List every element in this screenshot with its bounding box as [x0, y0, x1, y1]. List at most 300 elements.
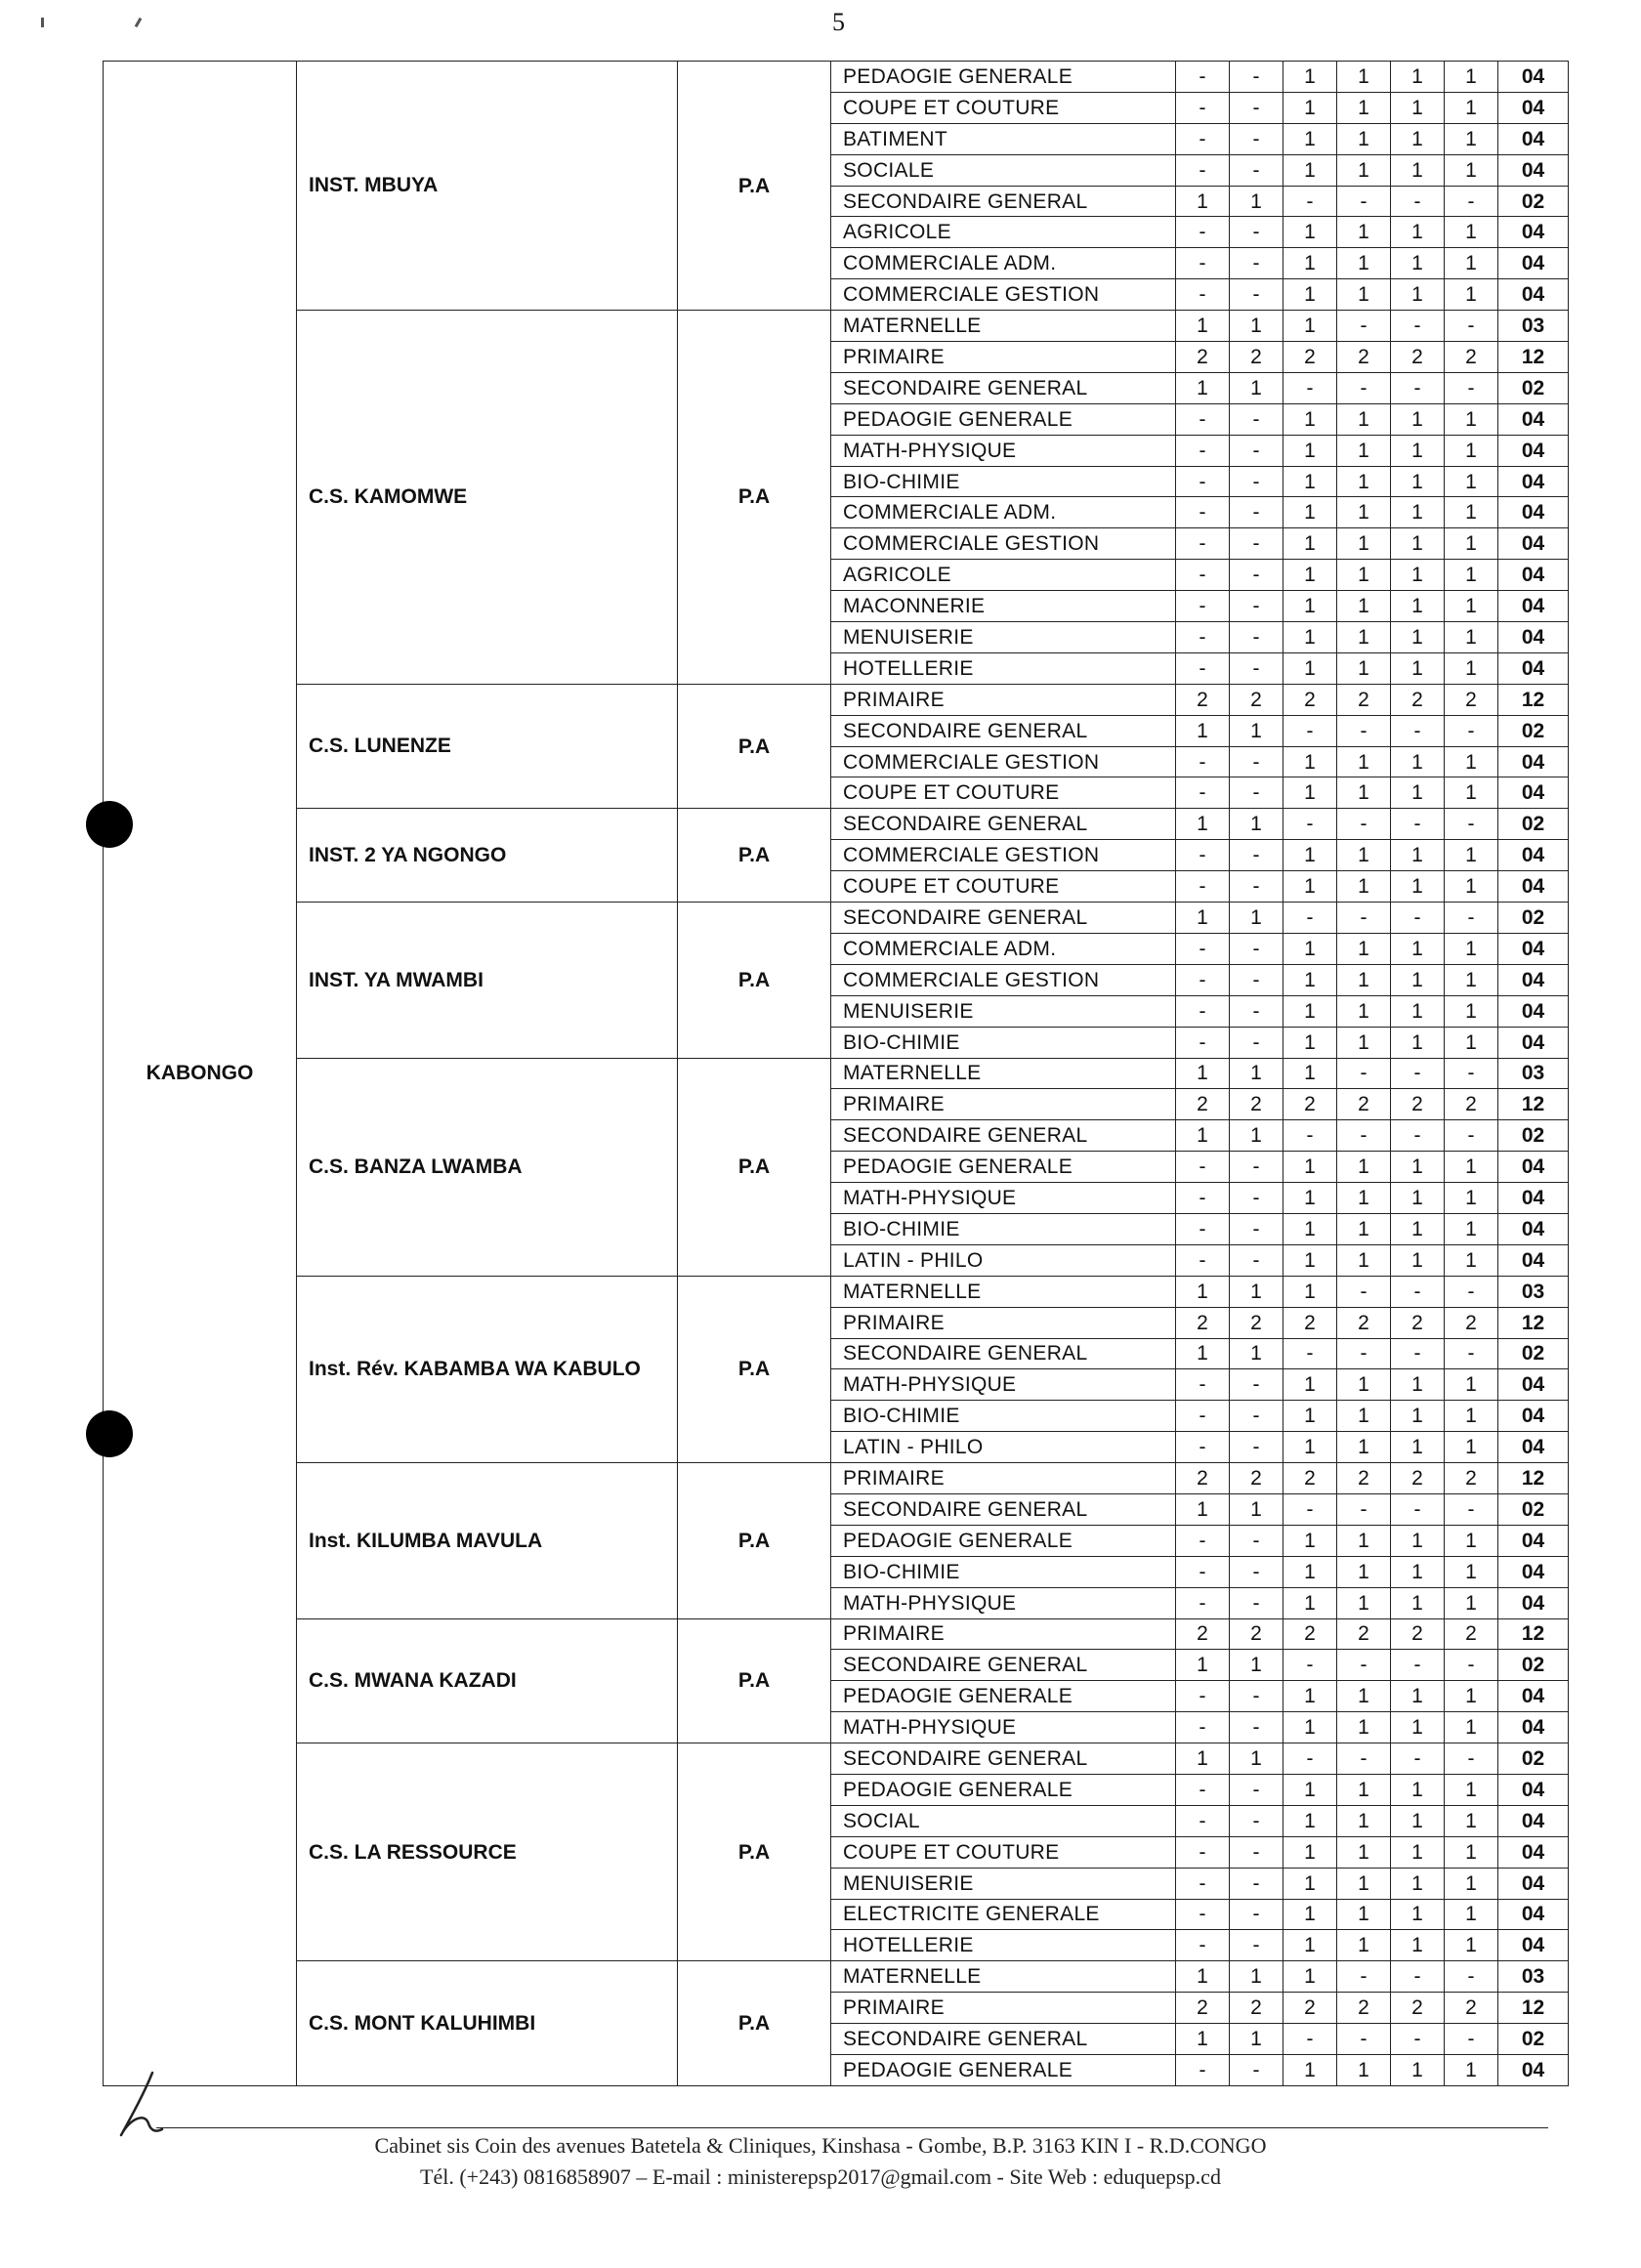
- class-count: 1: [1337, 1712, 1391, 1743]
- class-count: -: [1283, 186, 1337, 217]
- section-name: PRIMAIRE: [831, 1993, 1176, 2024]
- section-total: 02: [1498, 809, 1569, 840]
- section-total: 04: [1498, 995, 1569, 1027]
- class-count: -: [1391, 1961, 1445, 1993]
- class-count: 1: [1337, 1027, 1391, 1058]
- class-count: 1: [1283, 1868, 1337, 1899]
- class-count: -: [1176, 1805, 1230, 1836]
- class-count: 1: [1337, 746, 1391, 777]
- section-total: 04: [1498, 777, 1569, 809]
- class-count: -: [1283, 1120, 1337, 1152]
- class-count: 1: [1391, 497, 1445, 528]
- section-total: 04: [1498, 1525, 1569, 1556]
- class-count: -: [1176, 1587, 1230, 1618]
- class-count: 1: [1391, 622, 1445, 653]
- class-count: 1: [1176, 715, 1230, 746]
- class-count: -: [1176, 154, 1230, 186]
- province-name: KABONGO: [104, 62, 297, 2086]
- table-row: [104, 1463, 1569, 1494]
- class-count: 1: [1391, 746, 1445, 777]
- section-name: COMMERCIALE ADM.: [831, 497, 1176, 528]
- class-count: 1: [1230, 372, 1283, 403]
- section-name: SECONDAIRE GENERAL: [831, 1650, 1176, 1681]
- section-name: MATERNELLE: [831, 311, 1176, 342]
- class-count: 1: [1230, 903, 1283, 934]
- section-total: 04: [1498, 746, 1569, 777]
- class-count: 1: [1445, 1213, 1498, 1244]
- class-count: 1: [1391, 1027, 1445, 1058]
- class-count: 1: [1283, 777, 1337, 809]
- class-count: -: [1230, 746, 1283, 777]
- section-total: 12: [1498, 1463, 1569, 1494]
- class-count: 2: [1337, 1089, 1391, 1120]
- class-count: 1: [1176, 1338, 1230, 1369]
- section-name: MATH-PHYSIQUE: [831, 1587, 1176, 1618]
- class-count: -: [1230, 1152, 1283, 1183]
- class-count: -: [1445, 311, 1498, 342]
- class-count: -: [1337, 1058, 1391, 1089]
- class-count: 1: [1445, 1027, 1498, 1058]
- section-name: MATH-PHYSIQUE: [831, 1712, 1176, 1743]
- class-count: 1: [1391, 248, 1445, 279]
- section-name: PEDAOGIE GENERALE: [831, 1525, 1176, 1556]
- class-count: -: [1283, 1650, 1337, 1681]
- class-count: 1: [1445, 2055, 1498, 2086]
- class-count: -: [1176, 92, 1230, 123]
- class-count: 1: [1391, 403, 1445, 435]
- section-name: LATIN - PHILO: [831, 1432, 1176, 1463]
- class-count: -: [1176, 1836, 1230, 1868]
- class-count: -: [1176, 435, 1230, 466]
- class-count: -: [1176, 964, 1230, 995]
- section-total: 04: [1498, 652, 1569, 684]
- class-count: -: [1176, 560, 1230, 591]
- class-count: 1: [1283, 403, 1337, 435]
- class-count: 1: [1230, 1493, 1283, 1525]
- section-total: 04: [1498, 154, 1569, 186]
- class-count: 1: [1445, 622, 1498, 653]
- class-count: 1: [1391, 1868, 1445, 1899]
- class-count: -: [1176, 528, 1230, 560]
- section-total: 04: [1498, 1899, 1569, 1930]
- class-count: 1: [1283, 1213, 1337, 1244]
- class-count: 1: [1337, 528, 1391, 560]
- section-name: PEDAOGIE GENERALE: [831, 1681, 1176, 1712]
- section-name: MATERNELLE: [831, 1961, 1176, 1993]
- class-count: 1: [1283, 1183, 1337, 1214]
- class-count: -: [1337, 1276, 1391, 1307]
- class-count: -: [1337, 903, 1391, 934]
- class-count: 1: [1283, 622, 1337, 653]
- class-count: -: [1391, 1743, 1445, 1775]
- class-count: 1: [1283, 1681, 1337, 1712]
- class-count: 1: [1445, 1805, 1498, 1836]
- section-name: PRIMAIRE: [831, 342, 1176, 373]
- section-total: 12: [1498, 1089, 1569, 1120]
- class-count: 1: [1337, 1774, 1391, 1805]
- class-count: -: [1176, 1213, 1230, 1244]
- class-count: 1: [1337, 1681, 1391, 1712]
- section-total: 02: [1498, 1743, 1569, 1775]
- section-total: 04: [1498, 1244, 1569, 1276]
- table-row: [104, 809, 1569, 840]
- section-name: BIO-CHIMIE: [831, 466, 1176, 497]
- section-total: 04: [1498, 1930, 1569, 1961]
- section-name: MATERNELLE: [831, 1276, 1176, 1307]
- class-count: 2: [1337, 1993, 1391, 2024]
- class-count: -: [1230, 528, 1283, 560]
- class-count: -: [1445, 1493, 1498, 1525]
- class-count: 2: [1391, 1993, 1445, 2024]
- section-total: 03: [1498, 1276, 1569, 1307]
- section-total: 04: [1498, 1868, 1569, 1899]
- section-name: PRIMAIRE: [831, 1618, 1176, 1650]
- school-regime: P.A: [678, 1276, 831, 1462]
- class-count: -: [1176, 1556, 1230, 1587]
- school-name: C.S. LUNENZE: [297, 684, 678, 809]
- footer-contact: Tél. (+243) 0816858907 – E-mail : ministerepsp2017@gmail.com - Site Web : eduquepsp.cd: [420, 2164, 1221, 2189]
- class-count: 1: [1337, 652, 1391, 684]
- class-count: 2: [1283, 1993, 1337, 2024]
- class-count: 2: [1283, 1463, 1337, 1494]
- class-count: 1: [1337, 1587, 1391, 1618]
- section-total: 04: [1498, 933, 1569, 964]
- class-count: 1: [1176, 1961, 1230, 1993]
- class-count: 1: [1230, 1961, 1283, 1993]
- class-count: 1: [1445, 123, 1498, 154]
- table-row: [104, 311, 1569, 342]
- class-count: 1: [1391, 1712, 1445, 1743]
- class-count: 1: [1176, 1276, 1230, 1307]
- class-count: 1: [1230, 186, 1283, 217]
- class-count: 1: [1445, 1401, 1498, 1432]
- class-count: -: [1230, 1805, 1283, 1836]
- section-total: 04: [1498, 840, 1569, 871]
- section-name: BIO-CHIMIE: [831, 1027, 1176, 1058]
- school-name: C.S. MWANA KAZADI: [297, 1618, 678, 1743]
- class-count: 1: [1391, 2055, 1445, 2086]
- school-name: Inst. KILUMBA MAVULA: [297, 1463, 678, 1618]
- table-row: [104, 1743, 1569, 1775]
- class-count: 1: [1337, 1401, 1391, 1432]
- class-count: -: [1337, 1961, 1391, 1993]
- class-count: 1: [1445, 1899, 1498, 1930]
- class-count: 2: [1445, 1089, 1498, 1120]
- section-name: PEDAOGIE GENERALE: [831, 1152, 1176, 1183]
- section-total: 04: [1498, 1805, 1569, 1836]
- class-count: 1: [1445, 1556, 1498, 1587]
- class-count: 1: [1391, 1681, 1445, 1712]
- class-count: -: [1176, 1930, 1230, 1961]
- class-count: -: [1230, 1556, 1283, 1587]
- section-name: COMMERCIALE GESTION: [831, 964, 1176, 995]
- class-count: 1: [1445, 279, 1498, 311]
- class-count: -: [1176, 1774, 1230, 1805]
- class-count: 2: [1445, 1307, 1498, 1338]
- class-count: 1: [1283, 1930, 1337, 1961]
- class-count: -: [1230, 1868, 1283, 1899]
- class-count: 1: [1337, 435, 1391, 466]
- class-count: -: [1176, 403, 1230, 435]
- class-count: 1: [1391, 1899, 1445, 1930]
- class-count: 1: [1445, 62, 1498, 93]
- section-name: PEDAOGIE GENERALE: [831, 1774, 1176, 1805]
- section-name: COUPE ET COUTURE: [831, 871, 1176, 903]
- section-total: 02: [1498, 372, 1569, 403]
- class-count: 1: [1337, 933, 1391, 964]
- class-count: -: [1230, 92, 1283, 123]
- class-count: 1: [1283, 1774, 1337, 1805]
- section-total: 04: [1498, 1213, 1569, 1244]
- table-row: [104, 903, 1569, 934]
- class-count: 2: [1391, 684, 1445, 715]
- class-count: -: [1391, 372, 1445, 403]
- class-count: -: [1230, 1432, 1283, 1463]
- section-name: SECONDAIRE GENERAL: [831, 809, 1176, 840]
- class-count: -: [1391, 809, 1445, 840]
- class-count: -: [1391, 1338, 1445, 1369]
- class-count: 1: [1283, 466, 1337, 497]
- class-count: -: [1230, 871, 1283, 903]
- class-count: -: [1230, 62, 1283, 93]
- class-count: -: [1176, 1244, 1230, 1276]
- class-count: -: [1445, 1058, 1498, 1089]
- class-count: 2: [1283, 342, 1337, 373]
- class-count: 1: [1445, 1587, 1498, 1618]
- class-count: 2: [1391, 1089, 1445, 1120]
- table-row: [104, 1276, 1569, 1307]
- section-total: 03: [1498, 1961, 1569, 1993]
- class-count: 1: [1391, 435, 1445, 466]
- class-count: -: [1283, 903, 1337, 934]
- section-total: 04: [1498, 1432, 1569, 1463]
- section-total: 02: [1498, 1493, 1569, 1525]
- class-count: 1: [1283, 964, 1337, 995]
- class-count: -: [1176, 1432, 1230, 1463]
- section-name: MATH-PHYSIQUE: [831, 435, 1176, 466]
- class-count: 1: [1283, 1401, 1337, 1432]
- class-count: -: [1230, 248, 1283, 279]
- section-total: 02: [1498, 715, 1569, 746]
- class-count: 1: [1445, 1244, 1498, 1276]
- class-count: -: [1230, 1183, 1283, 1214]
- class-count: -: [1337, 311, 1391, 342]
- class-count: -: [1283, 1338, 1337, 1369]
- footer-rule: [156, 2127, 1548, 2128]
- class-count: 2: [1230, 1463, 1283, 1494]
- class-count: 1: [1230, 1650, 1283, 1681]
- class-count: -: [1445, 1961, 1498, 1993]
- class-count: 1: [1176, 1058, 1230, 1089]
- page-number: 5: [832, 8, 845, 36]
- school-regime: P.A: [678, 1961, 831, 2086]
- section-total: 02: [1498, 1338, 1569, 1369]
- class-count: 1: [1176, 1493, 1230, 1525]
- class-count: -: [1176, 1152, 1230, 1183]
- class-count: -: [1283, 1493, 1337, 1525]
- class-count: 2: [1337, 1463, 1391, 1494]
- class-count: 1: [1283, 154, 1337, 186]
- class-count: 2: [1176, 1089, 1230, 1120]
- school-regime: P.A: [678, 1058, 831, 1276]
- class-count: -: [1176, 1401, 1230, 1432]
- class-count: 1: [1230, 1338, 1283, 1369]
- section-name: HOTELLERIE: [831, 652, 1176, 684]
- section-total: 03: [1498, 311, 1569, 342]
- class-count: 1: [1337, 1899, 1391, 1930]
- class-count: 1: [1283, 1058, 1337, 1089]
- section-name: MENUISERIE: [831, 1868, 1176, 1899]
- section-name: PRIMAIRE: [831, 1307, 1176, 1338]
- class-count: 1: [1337, 1183, 1391, 1214]
- class-count: 1: [1337, 123, 1391, 154]
- class-count: 2: [1337, 1618, 1391, 1650]
- section-total: 02: [1498, 903, 1569, 934]
- scan-mark: [41, 18, 44, 27]
- class-count: 1: [1391, 1525, 1445, 1556]
- class-count: 1: [1445, 652, 1498, 684]
- school-name: C.S. MONT KALUHIMBI: [297, 1961, 678, 2086]
- class-count: -: [1176, 995, 1230, 1027]
- class-count: 2: [1391, 342, 1445, 373]
- class-count: -: [1230, 840, 1283, 871]
- class-count: -: [1230, 1899, 1283, 1930]
- class-count: -: [1230, 560, 1283, 591]
- class-count: 1: [1176, 1650, 1230, 1681]
- school-regime: P.A: [678, 903, 831, 1058]
- class-count: -: [1391, 1058, 1445, 1089]
- class-count: 2: [1176, 342, 1230, 373]
- section-name: SECONDAIRE GENERAL: [831, 186, 1176, 217]
- section-total: 04: [1498, 466, 1569, 497]
- class-count: 1: [1176, 372, 1230, 403]
- class-count: 1: [1391, 1556, 1445, 1587]
- section-name: SECONDAIRE GENERAL: [831, 1493, 1176, 1525]
- section-total: 04: [1498, 1836, 1569, 1868]
- section-total: 04: [1498, 1712, 1569, 1743]
- class-count: -: [1445, 715, 1498, 746]
- class-count: 1: [1283, 528, 1337, 560]
- class-count: 1: [1337, 1369, 1391, 1401]
- class-count: 1: [1283, 746, 1337, 777]
- class-count: 1: [1283, 1152, 1337, 1183]
- section-name: SOCIAL: [831, 1805, 1176, 1836]
- section-name: ELECTRICITE GENERALE: [831, 1899, 1176, 1930]
- class-count: -: [1176, 840, 1230, 871]
- class-count: 1: [1283, 435, 1337, 466]
- class-count: 1: [1230, 1276, 1283, 1307]
- class-count: 1: [1283, 1244, 1337, 1276]
- section-name: SECONDAIRE GENERAL: [831, 1743, 1176, 1775]
- class-count: 1: [1391, 1183, 1445, 1214]
- class-count: -: [1337, 2024, 1391, 2055]
- section-total: 04: [1498, 1681, 1569, 1712]
- class-count: 2: [1445, 684, 1498, 715]
- section-name: SOCIALE: [831, 154, 1176, 186]
- class-count: 2: [1391, 1463, 1445, 1494]
- class-count: 1: [1337, 1930, 1391, 1961]
- class-count: -: [1176, 466, 1230, 497]
- class-count: -: [1176, 1027, 1230, 1058]
- section-name: SECONDAIRE GENERAL: [831, 2024, 1176, 2055]
- class-count: -: [1176, 497, 1230, 528]
- class-count: -: [1176, 123, 1230, 154]
- class-count: -: [1176, 871, 1230, 903]
- binder-hole: [86, 1410, 133, 1457]
- class-count: -: [1391, 1493, 1445, 1525]
- class-count: 1: [1337, 560, 1391, 591]
- class-count: -: [1230, 1836, 1283, 1868]
- table-row: [104, 1961, 1569, 1993]
- class-count: 1: [1391, 62, 1445, 93]
- class-count: 1: [1391, 1805, 1445, 1836]
- class-count: 2: [1230, 1089, 1283, 1120]
- class-count: -: [1230, 1525, 1283, 1556]
- class-count: 1: [1391, 92, 1445, 123]
- class-count: -: [1391, 1650, 1445, 1681]
- section-total: 04: [1498, 871, 1569, 903]
- class-count: 1: [1391, 560, 1445, 591]
- class-count: 1: [1283, 652, 1337, 684]
- class-count: 1: [1337, 403, 1391, 435]
- class-count: -: [1176, 279, 1230, 311]
- section-name: PRIMAIRE: [831, 684, 1176, 715]
- class-count: -: [1230, 964, 1283, 995]
- section-name: BIO-CHIMIE: [831, 1556, 1176, 1587]
- class-count: 1: [1337, 1525, 1391, 1556]
- class-count: 1: [1445, 1712, 1498, 1743]
- class-count: 1: [1176, 2024, 1230, 2055]
- class-count: -: [1337, 1650, 1391, 1681]
- class-count: -: [1176, 217, 1230, 248]
- section-total: 04: [1498, 1556, 1569, 1587]
- class-count: 1: [1445, 497, 1498, 528]
- class-count: -: [1176, 248, 1230, 279]
- section-name: MATH-PHYSIQUE: [831, 1183, 1176, 1214]
- section-total: 03: [1498, 1058, 1569, 1089]
- section-name: MATERNELLE: [831, 1058, 1176, 1089]
- section-total: 04: [1498, 1369, 1569, 1401]
- table-row: [104, 684, 1569, 715]
- class-count: -: [1230, 591, 1283, 622]
- class-count: -: [1230, 466, 1283, 497]
- class-count: -: [1230, 2055, 1283, 2086]
- section-total: 04: [1498, 123, 1569, 154]
- class-count: 1: [1283, 2055, 1337, 2086]
- class-count: -: [1230, 154, 1283, 186]
- section-name: COMMERCIALE ADM.: [831, 933, 1176, 964]
- class-count: 2: [1230, 1307, 1283, 1338]
- class-count: 1: [1445, 1432, 1498, 1463]
- school-regime: P.A: [678, 311, 831, 685]
- class-count: 1: [1391, 279, 1445, 311]
- school-name: C.S. BANZA LWAMBA: [297, 1058, 678, 1276]
- class-count: 1: [1445, 871, 1498, 903]
- class-count: -: [1176, 622, 1230, 653]
- class-count: 1: [1283, 497, 1337, 528]
- class-count: 1: [1283, 1369, 1337, 1401]
- section-name: PEDAOGIE GENERALE: [831, 403, 1176, 435]
- class-count: 2: [1337, 342, 1391, 373]
- class-count: 1: [1445, 746, 1498, 777]
- class-count: -: [1230, 279, 1283, 311]
- school-name: INST. 2 YA NGONGO: [297, 809, 678, 903]
- section-total: 04: [1498, 2055, 1569, 2086]
- class-count: 1: [1391, 995, 1445, 1027]
- section-name: COMMERCIALE GESTION: [831, 746, 1176, 777]
- section-total: 04: [1498, 62, 1569, 93]
- class-count: 1: [1283, 840, 1337, 871]
